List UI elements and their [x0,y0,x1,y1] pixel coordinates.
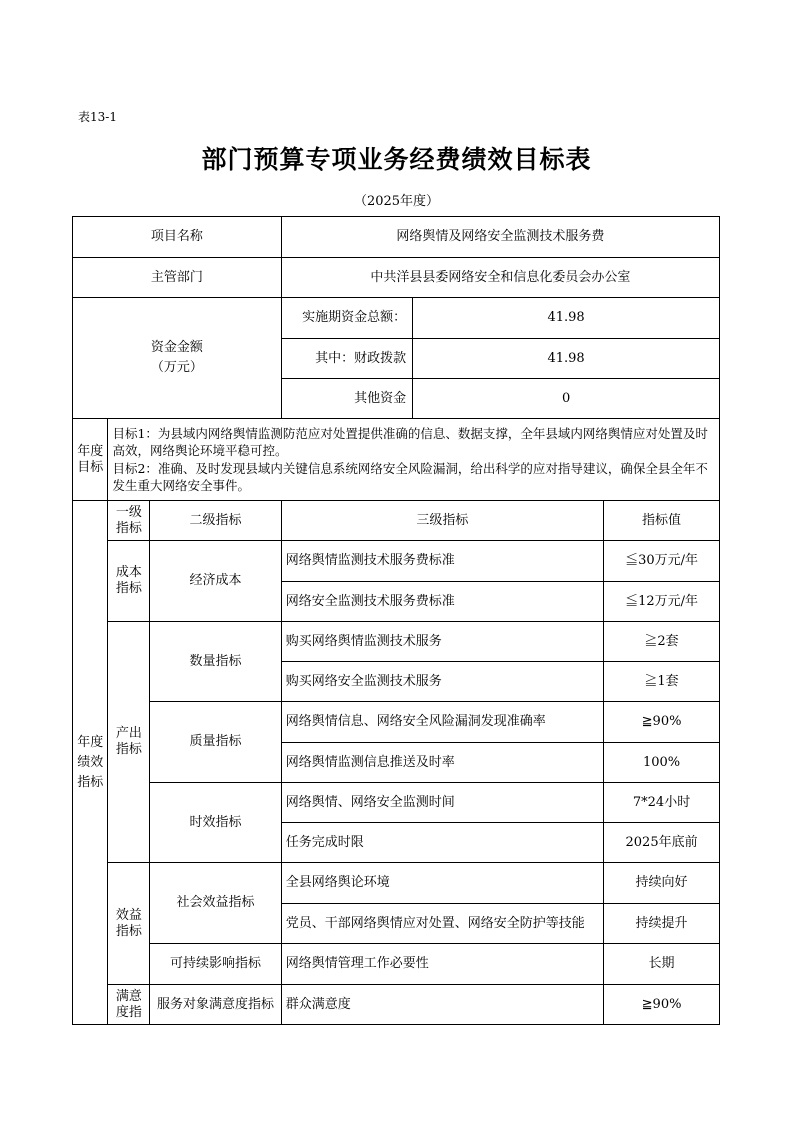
indicator-name: 网络舆情管理工作必要性 [281,944,603,985]
funds-label [73,298,282,419]
funds-fiscal-value: 41.98 [413,339,720,379]
indicator-name: 网络舆情监测信息推送及时率 [281,743,603,783]
funds-label-line1: 资金金额 [150,340,203,355]
social-benefit-label: 社会效益指标 [150,863,282,944]
indicators-section-text: 年度绩效指标 [77,734,104,790]
page-title: 部门预算专项业务经费绩效目标表 [201,145,592,174]
sustainable-impact-label: 可持续影响指标 [150,944,282,985]
funds-total-value: 41.98 [413,298,720,339]
satisfaction-indicator-label: 满意度指 [108,985,150,1025]
funds-label-line2: （万元） [150,360,203,375]
output-indicator-label: 产出指标 [108,622,150,863]
header-level2: 二级指标 [150,501,282,541]
indicator-value: ≧2套 [604,622,720,662]
indicator-value: ≧90% [604,985,720,1025]
header-level1: 一级指标 [108,501,150,541]
table-number: 表13-1 [78,110,117,124]
indicator-value: 持续提升 [604,904,720,944]
funds-other-value: 0 [413,379,720,419]
indicator-value: 长期 [604,944,720,985]
indicator-value: ≧1套 [604,662,720,702]
fiscal-year: （2025年度） [353,194,440,209]
cost-indicator-label: 成本指标 [108,541,150,622]
indicator-name: 购买网络安全监测技术服务 [281,662,603,702]
indicator-name: 全县网络舆论环境 [281,863,603,904]
goal-2: 目标2：准确、及时发现县域内关键信息系统网络安全风险漏洞，给出科学的应对指导建议，确保全县全年不发生重大网络安全事件。 [112,460,708,493]
header-value: 指标值 [604,501,720,541]
department-value: 中共洋县县委网络安全和信息化委员会办公室 [281,258,719,298]
performance-table [72,216,720,1025]
funds-total-label: 实施期资金总额： [281,298,412,339]
indicator-name: 网络舆情信息、网络安全风险漏洞发现准确率 [281,702,603,743]
indicator-name: 网络安全监测技术服务费标准 [281,582,603,622]
indicator-value: 7*24小时 [604,783,720,823]
funds-fiscal-label: 其中：财政拨款 [281,339,412,379]
benefit-indicator-label: 效益指标 [108,863,150,985]
quantity-indicator-label: 数量指标 [150,622,282,702]
indicators-section-label [73,501,108,1025]
indicator-value: ≧90% [604,702,720,743]
annual-goal-content [108,419,720,501]
indicator-value: ≦30万元/年 [604,541,720,582]
goal-1: 目标1：为县域内网络舆情监测防范应对处置提供准确的信息、数据支撑，全年县域内网络舆情应对处置及时高效，网络舆论环境平稳可控。 [112,425,708,458]
header-level3: 三级指标 [281,501,603,541]
indicator-value: 持续向好 [604,863,720,904]
department-label: 主管部门 [73,258,282,298]
indicator-value: 2025年底前 [604,823,720,863]
annual-goal-label [73,419,108,501]
indicator-name: 购买网络舆情监测技术服务 [281,622,603,662]
service-satisfaction-label: 服务对象满意度指标 [150,985,282,1025]
indicator-name: 党员、干部网络舆情应对处置、网络安全防护等技能 [281,904,603,944]
indicator-name: 群众满意度 [281,985,603,1025]
indicator-value: 100% [604,743,720,783]
indicator-name: 网络舆情、网络安全监测时间 [281,783,603,823]
indicator-name: 任务完成时限 [281,823,603,863]
indicator-value: ≦12万元/年 [604,582,720,622]
project-name-value: 网络舆情及网络安全监测技术服务费 [281,217,719,258]
project-name-label: 项目名称 [73,217,282,258]
funds-other-label: 其他资金 [281,379,412,419]
economic-cost-label: 经济成本 [150,541,282,622]
quality-indicator-label: 质量指标 [150,702,282,783]
annual-goal-label-text: 年度目标 [77,443,104,475]
timeliness-indicator-label: 时效指标 [150,783,282,863]
indicator-name: 网络舆情监测技术服务费标准 [281,541,603,582]
